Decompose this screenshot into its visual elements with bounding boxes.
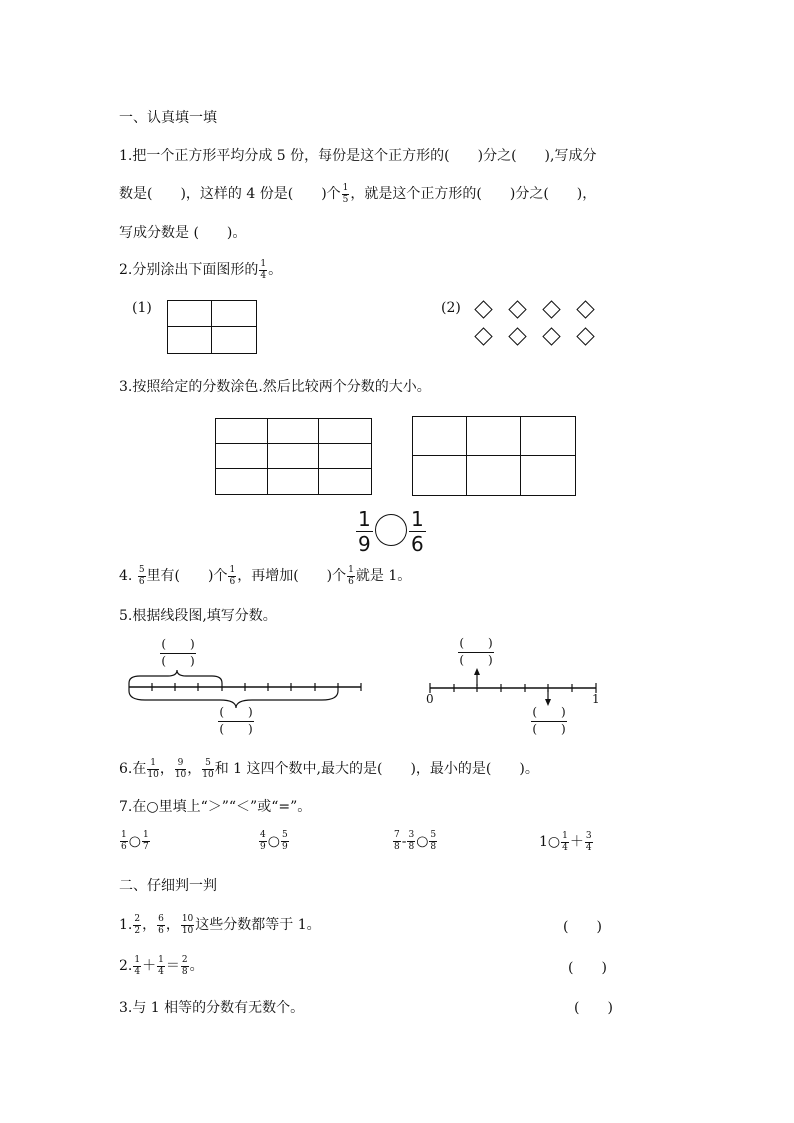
judge-1-text: 1. $\frac{2}{2}$ ， $\frac{6}{6}$ ， $\frac{10}{10}$ 这些分数都等于 1。 [119, 913, 321, 936]
q2-label-2: (2) [441, 300, 461, 316]
q1-line3: 写成分数是 ( )。 [119, 225, 247, 241]
compare-circle[interactable]: ○ [547, 834, 561, 850]
fraction: $\frac{1}{6}$ [229, 564, 236, 587]
compare-circle[interactable]: ○ [416, 833, 429, 850]
q3-text: 3.按照给定的分数涂色.然后比较两个分数的大小。 [119, 379, 431, 395]
fraction: $\frac{1}{4}$ [158, 954, 164, 977]
number-line-one: 1 [592, 692, 600, 706]
fraction: $\frac{5}{10}$ [202, 757, 214, 780]
q3-right-fraction: $\frac{1}{6}$ [411, 507, 424, 556]
q3-left-fraction: $\frac{1}{9}$ [358, 507, 371, 556]
fraction: $\frac{9}{10}$ [174, 757, 187, 780]
compare-circle[interactable]: ○ [267, 833, 280, 850]
judge-3-answer[interactable]: ( ) [574, 1000, 613, 1016]
q2-text: 2.分别涂出下面图形的 $\frac{1}{4}$ 。 [119, 258, 283, 281]
fraction: $\frac{1}{6}$ [348, 564, 354, 587]
q4-text: 4. $\frac{5}{6}$ 里有( )个 $\frac{1}{6}$ ，再增加( )个 $\frac{1}{6}$ 就是 1。 [119, 564, 412, 587]
q7-text: 7.在○里填上“＞”“＜”或“=”。 [119, 799, 312, 815]
section2-title: 二、仔细判一判 [119, 878, 217, 894]
q6-text: 6.在 $\frac{1}{10}$ ， $\frac{9}{10}$ ， $\frac{5}{10}$ 和 1 这四个数中,最大的是( )，最小的是( )。 [119, 757, 539, 780]
fraction: $\frac{6}{6}$ [158, 913, 164, 936]
fraction: $\frac{1}{4}$ [260, 258, 267, 281]
q5-left-bottom-fraction-blank[interactable]: ( ) ( ) [219, 705, 253, 736]
q7-expression-1 [119, 831, 151, 852]
q5-left-top-fraction-blank[interactable]: ( ) ( ) [161, 637, 195, 668]
q7-expression-3: $\frac{7}{8}$ - $\frac{3}{8}$ ○ $\frac{5}{8}$ [394, 830, 437, 852]
q5-text: 5.根据线段图,填写分数。 [119, 608, 277, 624]
fraction: $\frac{1}{6}$ [121, 830, 127, 852]
judge-2-answer[interactable]: ( ) [568, 960, 607, 976]
q1-line2-text-b: ，就是这个正方形的( )分之( )， [350, 186, 597, 202]
q7-expression-2 [258, 831, 290, 852]
section1-title: 一、认真填一填 [119, 110, 217, 126]
fraction: $\frac{7}{8}$ [394, 830, 400, 852]
fraction: $\frac{1}{4}$ [562, 830, 568, 853]
judge-1-answer[interactable]: ( ) [563, 919, 602, 935]
fraction: $\frac{5}{8}$ [430, 830, 437, 852]
q2-label-1: (1) [132, 300, 152, 316]
fraction: $\frac{5}{9}$ [281, 830, 288, 852]
fraction: $\frac{1}{7}$ [142, 830, 149, 852]
fraction: $\frac{1}{10}$ [147, 757, 159, 780]
fraction: $\frac{3}{8}$ [408, 830, 415, 852]
q5-right-bottom-fraction-blank[interactable]: ( ) ( ) [532, 705, 566, 736]
fraction: $\frac{2}{2}$ [134, 913, 141, 936]
fraction: $\frac{1}{4}$ [134, 954, 141, 977]
compare-circle[interactable]: ○ [128, 833, 141, 850]
judge-3-text: 3.与 1 相等的分数有无数个。 [119, 1000, 305, 1016]
q1-line2-text-a: 数是( )，这样的 4 份是( )个 [119, 186, 341, 202]
number-line-zero: 0 [426, 692, 434, 706]
q5-right-top-fraction-blank[interactable]: ( ) ( ) [459, 636, 493, 667]
judge-2-text: 2. $\frac{1}{4}$ ＋ $\frac{1}{4}$ ＝ $\frac{2}{8}$ 。 [119, 954, 204, 977]
fraction: $\frac{10}{10}$ [181, 913, 194, 936]
fraction: $\frac{4}{9}$ [260, 830, 266, 852]
q1-line1: 1.把一个正方形平均分成 5 份，每份是这个正方形的( )分之( ),写成分 [119, 148, 597, 164]
fraction: $\frac{2}{8}$ [181, 954, 188, 977]
fraction: $\frac{3}{4}$ [585, 830, 592, 853]
fraction: $\frac{5}{6}$ [138, 564, 145, 587]
fraction: $\frac{1}{5}$ [342, 182, 349, 205]
q7-expression-4: 1○ $\frac{1}{4}$ ＋ $\frac{3}{4}$ [539, 830, 592, 853]
